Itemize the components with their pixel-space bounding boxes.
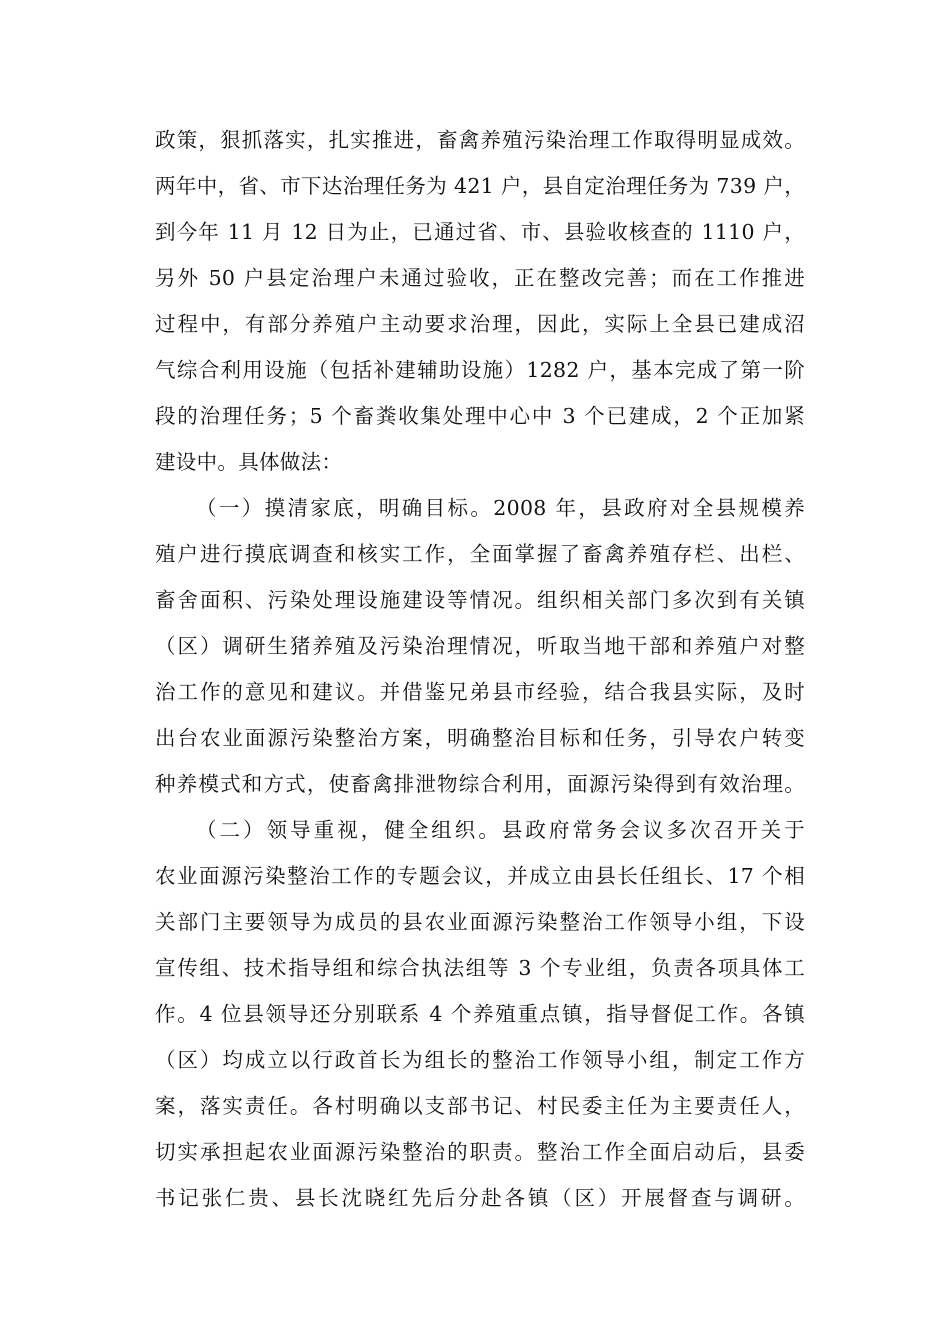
text-line: 殖户进行摸底调查和核实工作，全面掌握了畜禽养殖存栏、出栏、 <box>155 542 805 566</box>
text-line: 建设中。具体做法： <box>155 450 343 474</box>
text-line: 案，落实责任。各村明确以支部书记、村民委主任为主要责任人， <box>155 1094 805 1118</box>
text-line: 政策，狠抓落实，扎实推进，畜禽养殖污染治理工作取得明显成效。 <box>155 128 805 152</box>
text-line: 过程中，有部分养殖户主动要求治理，因此，实际上全县已建成沼 <box>155 312 805 336</box>
text-line: 宣传组、技术指导组和综合执法组等 3 个专业组，负责各项具体工 <box>155 956 805 980</box>
text-line: 关部门主要领导为成员的县农业面源污染整治工作领导小组，下设 <box>155 910 805 934</box>
text-line: 畜舍面积、污染处理设施建设等情况。组织相关部门多次到有关镇 <box>155 588 805 612</box>
text-line: （区）调研生猪养殖及污染治理情况，听取当地干部和养殖户对整 <box>155 634 805 658</box>
text-line: 作。4 位县领导还分别联系 4 个养殖重点镇，指导督促工作。各镇 <box>155 1002 805 1026</box>
text-line: 切实承担起农业面源污染整治的职责。整治工作全面启动后，县委 <box>155 1140 805 1164</box>
paragraph-first-line: （二）领导重视，健全组织。县政府常务会议多次召开关于 <box>196 818 805 842</box>
text-line: 治工作的意见和建议。并借鉴兄弟县市经验，结合我县实际，及时 <box>155 680 805 704</box>
text-line: 段的治理任务；5 个畜粪收集处理中心中 3 个已建成，2 个正加紧 <box>155 404 805 428</box>
paragraph-first-line: （一）摸清家底，明确目标。2008 年，县政府对全县规模养 <box>196 496 805 520</box>
text-line: 两年中，省、市下达治理任务为 421 户，县自定治理任务为 739 户， <box>155 174 805 198</box>
text-line: 农业面源污染整治工作的专题会议，并成立由县长任组长、17 个相 <box>155 864 805 888</box>
text-line: 到今年 11 月 12 日为止，已通过省、市、县验收核查的 1110 户， <box>155 220 805 244</box>
text-line: （区）均成立以行政首长为组长的整治工作领导小组，制定工作方 <box>155 1048 805 1072</box>
text-line: 出台农业面源污染整治方案，明确整治目标和任务，引导农户转变 <box>155 726 805 750</box>
text-line: 气综合利用设施（包括补建辅助设施）1282 户，基本完成了第一阶 <box>155 358 805 382</box>
text-line: 种养模式和方式，使畜禽排泄物综合利用，面源污染得到有效治理。 <box>155 772 805 796</box>
text-line: 另外 50 户县定治理户未通过验收，正在整改完善；而在工作推进 <box>155 266 805 290</box>
text-line: 书记张仁贵、县长沈晓红先后分赴各镇（区）开展督查与调研。 <box>155 1186 805 1210</box>
